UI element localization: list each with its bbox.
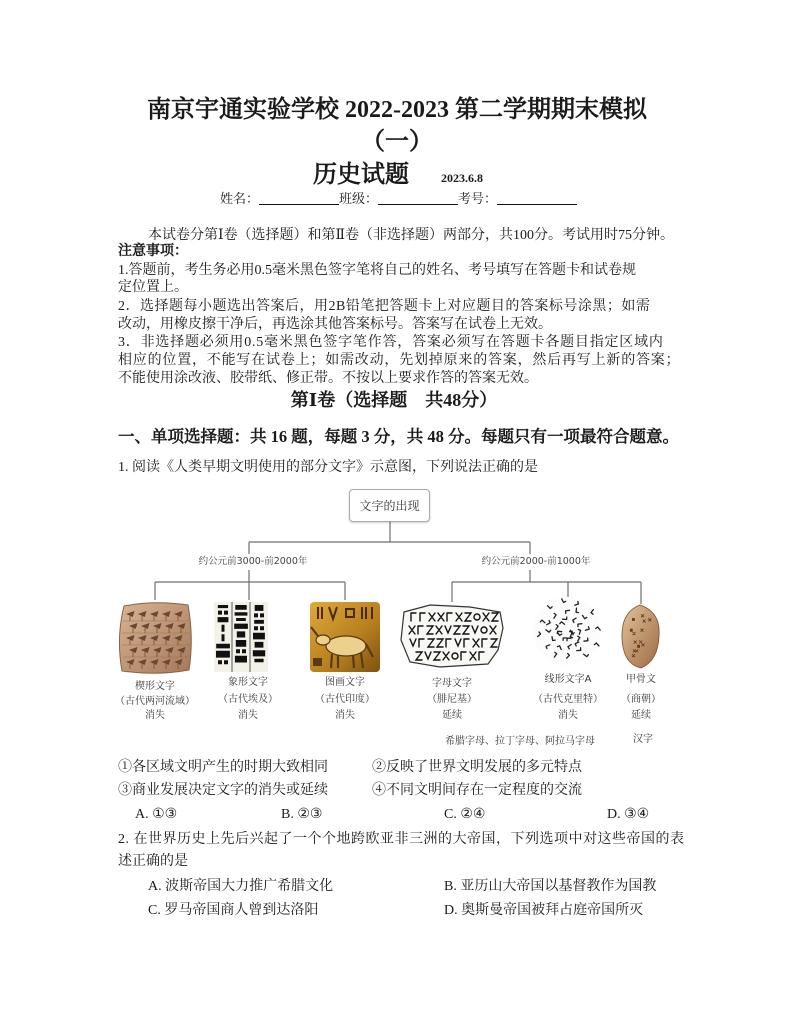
notice-line: 3．非选择题必须用0.5毫米黑色签字笔作答，答案必须写在答题卡各题目指定区域内 [118, 335, 664, 350]
option-d: D. ③④ [607, 807, 650, 822]
script-region: （古代印度） [315, 694, 375, 705]
name-blank [259, 192, 339, 205]
option-a: A. ①③ [135, 807, 178, 822]
script-region: （古代埃及） [218, 694, 278, 705]
statement: ②反映了世界文明发展的多元特点 [372, 760, 582, 775]
notice-line: 定位置上。 [118, 280, 188, 295]
script-fate: 消失 [238, 710, 258, 721]
linear-a-disc-image [533, 597, 601, 665]
option-b: B. 亚历山大帝国以基督教作为国教 [444, 879, 657, 894]
alphabet-descendants: 希腊字母、拉丁字母、阿拉马字母 [445, 736, 595, 747]
class-blank [378, 192, 458, 205]
statement: ①各区域文明产生的时期大致相同 [118, 760, 328, 775]
hieroglyph-image [214, 602, 268, 672]
exam-title-line2: （一） [361, 129, 433, 155]
script-name: 楔形文字 [135, 681, 175, 692]
script-region: （腓尼基） [427, 694, 477, 705]
script-region: （古代两河流域） [115, 696, 195, 707]
option-b: B. ②③ [281, 807, 323, 822]
statement: ④不同文明间存在一定程度的交流 [372, 783, 582, 798]
option-c: C. 罗马帝国商人曾到达洛阳 [148, 903, 319, 918]
script-fate: 延续 [442, 710, 462, 721]
option-d: D. 奥斯曼帝国被拜占庭帝国所灭 [444, 903, 644, 918]
notice-line: 改动，用橡皮擦干净后，再选涂其他答案标号。答案写在试卷上无效。 [118, 317, 552, 332]
student-info-line [220, 190, 577, 208]
indus-seal-image [310, 602, 380, 672]
script-name: 字母文字 [432, 678, 472, 689]
diagram-root-node: 文字的出现 [349, 489, 430, 522]
notice-line: 1.答题前，考生务必用0.5毫米黑色签字笔将自己的姓名、考号填写在答题卡和试卷规 [118, 263, 636, 278]
script-name: 线形文字A [544, 674, 592, 685]
script-region: （商朝） [621, 694, 661, 705]
script-fate: 消失 [145, 710, 165, 721]
oracle-bone-descendant: 汉字 [633, 734, 653, 745]
notice-line: 2．选择题每小题选出答案后，用2B铅笔把答题卡上对应题目的答案标号涂黑；如需 [118, 299, 651, 314]
part-heading: 第Ⅰ卷（选择题 共48分） [290, 390, 498, 410]
script-region: （古代克里特） [533, 694, 603, 705]
script-name: 象形文字 [228, 677, 268, 688]
class-label: 班级： [339, 191, 379, 206]
id-blank [497, 192, 577, 205]
question-1-stem: 1. 阅读《人类早期文明使用的部分文字》示意图，下列说法正确的是 [118, 460, 538, 475]
script-fate: 消失 [335, 710, 355, 721]
option-a: A. 波斯帝国大力推广希腊文化 [148, 879, 334, 894]
option-c: C. ②④ [444, 807, 486, 822]
phoenician-inscription-image [401, 605, 503, 667]
writing-origins-diagram [0, 480, 794, 760]
statement: ③商业发展决定文字的消失或延续 [118, 783, 328, 798]
name-label: 姓名： [220, 191, 260, 206]
period-label-late: 约公元前2000-前1000年 [481, 556, 591, 567]
id-label: 考号： [458, 191, 498, 206]
question-2-stem-cont: 述正确的是 [118, 854, 188, 869]
exam-intro: 本试卷分第Ⅰ卷（选择题）和第Ⅱ卷（非选择题）两部分，共100分。考试用时75分钟。 [148, 228, 675, 243]
script-fate: 延续 [631, 710, 651, 721]
script-fate: 消失 [558, 710, 578, 721]
section-instruction: 一、单项选择题：共 16 题，每题 3 分，共 48 分。每题只有一项最符合题意。 [118, 427, 679, 446]
notice-title: 注意事项： [118, 244, 188, 259]
exam-date: 2023.6.8 [441, 171, 483, 185]
oracle-bone-image [622, 605, 659, 668]
exam-title-line1: 南京宇通实验学校 2022-2023 第二学期期末模拟 [147, 97, 647, 123]
question-2-stem: 2. 在世界历史上先后兴起了一个个地跨欧亚非三洲的大帝国，下列选项中对这些帝国的表 [118, 832, 685, 847]
subject-title: 历史试题 [313, 162, 409, 188]
script-name: 甲骨文 [626, 674, 656, 685]
cuneiform-tablet-image [119, 603, 191, 674]
period-label-early: 约公元前3000-前2000年 [198, 556, 308, 567]
notice-line: 相应的位置，不能写在试卷上；如需改动，先划掉原来的答案，然后再写上新的答案； [118, 353, 681, 368]
script-name: 图画文字 [325, 677, 365, 688]
notice-line: 不能使用涂改液、胶带纸、修正带。不按以上要求作答的答案无效。 [118, 371, 538, 386]
